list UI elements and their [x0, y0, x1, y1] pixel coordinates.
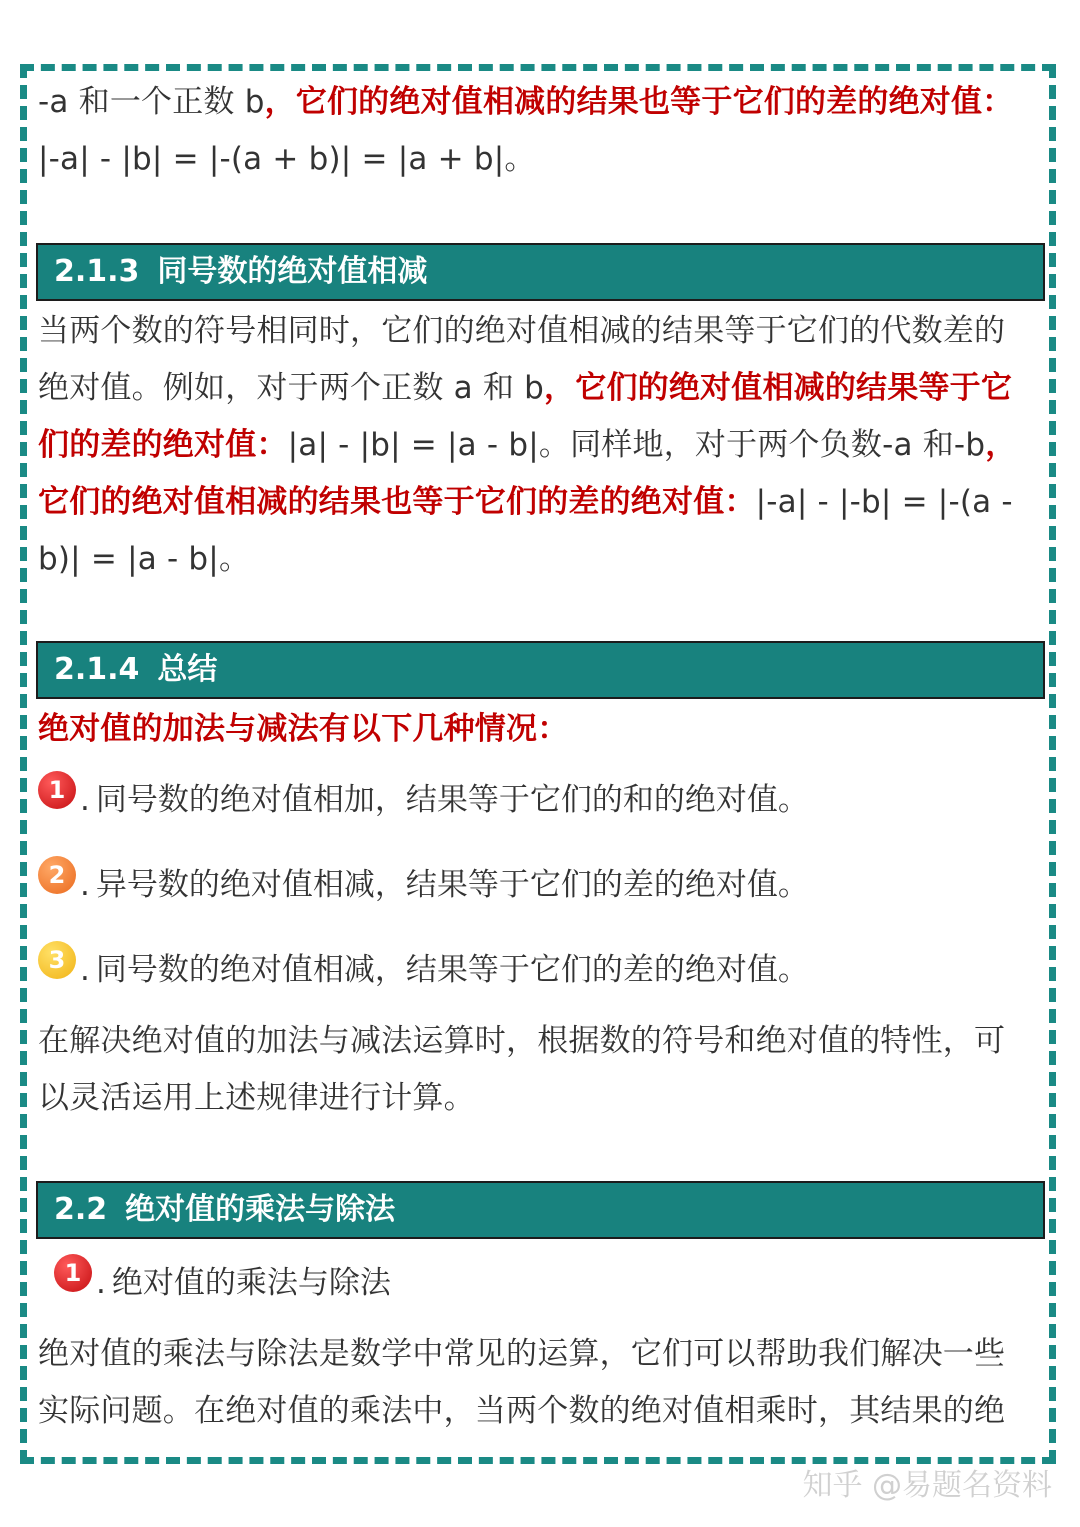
section-title: 总结	[157, 652, 218, 687]
item-dot: .	[96, 1265, 106, 1301]
intro-emphasis: ，它们的绝对值相减的结果也等于它们的差的绝对值：	[264, 84, 1014, 120]
section-heading-2-2	[36, 1181, 1045, 1239]
item-text: 同号数的绝对值相加，结果等于它们的和的绝对值。	[95, 782, 809, 818]
section-heading-2-1-3	[36, 243, 1045, 301]
section-number: 2.1.3	[54, 254, 140, 289]
section-number: 2.1.4	[54, 652, 140, 687]
intro-line-1	[38, 74, 1048, 131]
text: |-a| - |-b| = |-(a -	[755, 484, 1013, 520]
section-heading-2-1-4	[36, 641, 1045, 699]
summary-item-2	[38, 860, 809, 910]
conclusion-line-2: 以灵活运用上述规律进行计算。	[38, 1080, 475, 1116]
intro-line-2: |-a| - |b| = |-(a + b)| = |a + b|。	[38, 141, 536, 177]
item-dot: .	[80, 952, 90, 988]
para-22-line-2: 实际问题。在绝对值的乘法中，当两个数的绝对值相乘时，其结果的绝	[38, 1393, 1006, 1429]
item-dot: .	[80, 782, 90, 818]
number-badge-1-icon: 1	[54, 1254, 92, 1292]
number-badge-3-icon: 3	[38, 941, 76, 979]
emphasis: ，它们的绝对值相减的结果等于它	[544, 370, 1013, 406]
summary-item-3	[38, 945, 809, 995]
item-text: 同号数的绝对值相减，结果等于它们的差的绝对值。	[95, 952, 809, 988]
emphasis: 它们的绝对值相减的结果也等于它们的差的绝对值：	[38, 484, 756, 520]
para-213-line-4	[38, 474, 1048, 531]
para-213-line-5: b)| = |a - b|。	[38, 541, 251, 577]
item-text: 绝对值的乘法与除法	[111, 1265, 391, 1301]
emphasis: ，	[985, 427, 1017, 463]
intro-text: -a 和一个正数 b	[38, 84, 265, 120]
subsection-item-1	[54, 1258, 391, 1308]
item-dot: .	[80, 867, 90, 903]
para-22-line-1: 绝对值的乘法与除法是数学中常见的运算，它们可以帮助我们解决一些	[38, 1336, 1006, 1372]
para-213-line-1: 当两个数的符号相同时，它们的绝对值相减的结果等于它们的代数差的	[38, 313, 1006, 349]
summary-item-1	[38, 775, 809, 825]
section-title: 绝对值的乘法与除法	[125, 1192, 396, 1227]
para-213-line-3	[38, 417, 1048, 474]
section-number: 2.2	[54, 1192, 108, 1227]
text: 绝对值。例如，对于两个正数 a 和 b	[38, 370, 545, 406]
para-213-line-2	[38, 360, 1048, 417]
number-badge-1-icon: 1	[38, 771, 76, 809]
conclusion-line-1: 在解决绝对值的加法与减法运算时，根据数的符号和绝对值的特性，可	[38, 1023, 1006, 1059]
emphasis: 们的差的绝对值：	[38, 427, 288, 463]
text: |a| - |b| = |a - b|。同样地，对于两个负数-a 和-b	[287, 427, 986, 463]
item-text: 异号数的绝对值相减，结果等于它们的差的绝对值。	[95, 867, 809, 903]
number-badge-2-icon: 2	[38, 856, 76, 894]
summary-lead: 绝对值的加法与减法有以下几种情况：	[38, 711, 569, 747]
section-title: 同号数的绝对值相减	[157, 254, 428, 289]
watermark: 知乎 @易题名资料	[802, 1468, 1052, 1503]
